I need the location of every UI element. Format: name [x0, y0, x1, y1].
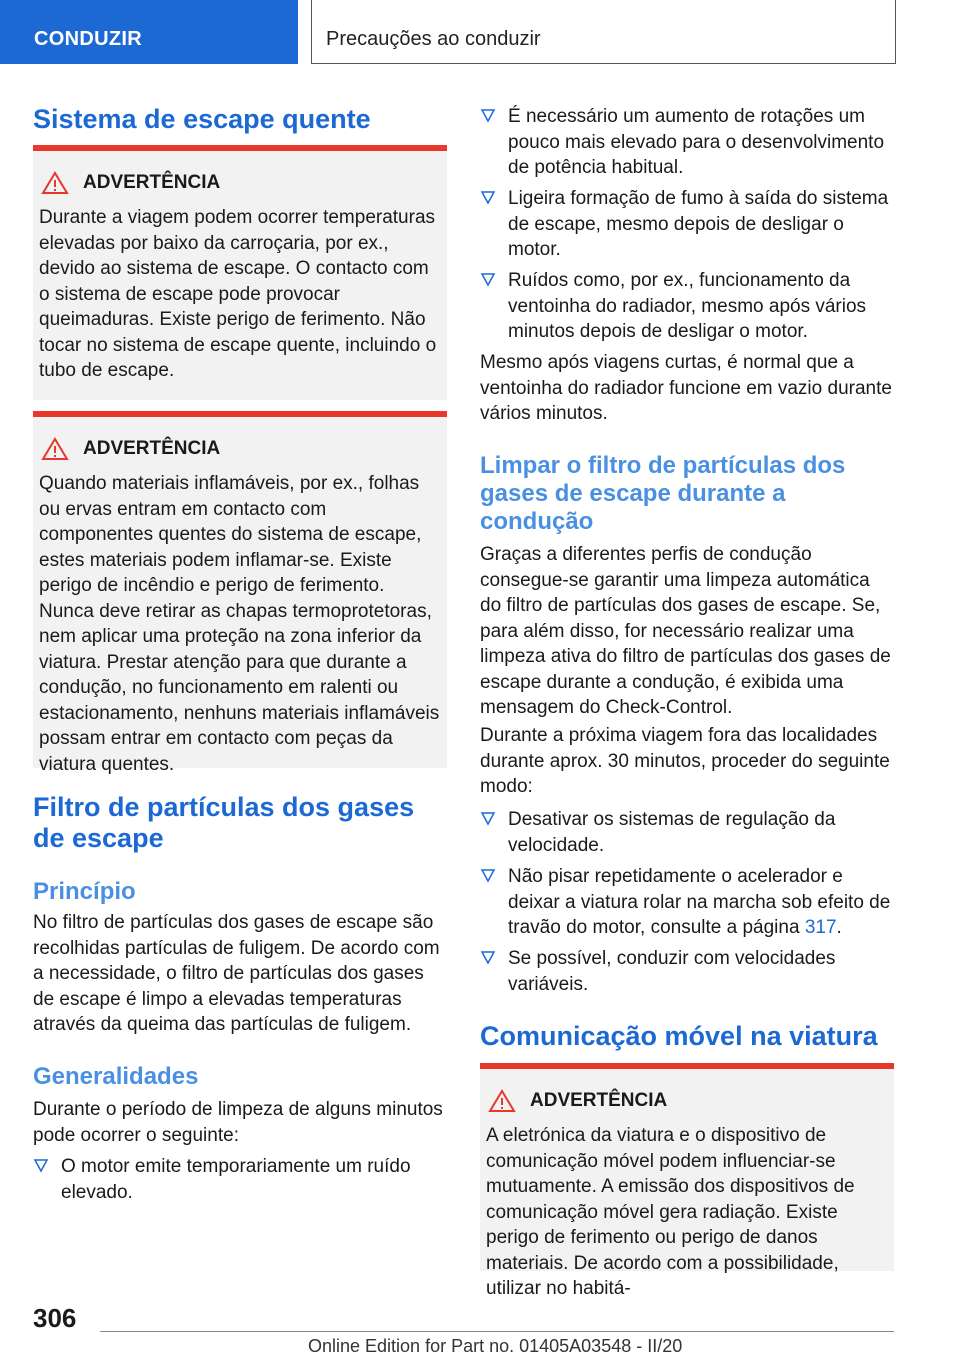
list-item — [480, 946, 894, 997]
list-item — [480, 807, 894, 858]
paragraph-fan: Mesmo após viagens curtas, é normal que a ventoinha do radiador funcione em vazio durante vários minutos. — [480, 352, 892, 424]
bullet-triangle-icon — [480, 107, 496, 125]
heading-general: Generalidades — [33, 1063, 199, 1090]
list-item-text: Não pisar repetidamente o acelerador e deixar a viatura rolar na marcha sob efeito de travão do motor, consulte a página — [508, 866, 891, 938]
warning-triangle-icon — [41, 171, 69, 195]
list-item — [480, 104, 894, 181]
heading-hot-exhaust: Sistema de escape quente — [33, 104, 371, 134]
warning-triangle-icon — [488, 1089, 516, 1113]
list-item — [480, 186, 894, 263]
page-number: 306 — [33, 1303, 77, 1333]
warning-title: ADVERTÊNCIA — [83, 172, 221, 193]
section-tab — [0, 0, 298, 64]
heading-clean-filter: Limpar o filtro de partículas dos gases de escape durante a condução — [480, 452, 846, 535]
warning-title: ADVERTÊNCIA — [530, 1090, 668, 1111]
list-item — [33, 1154, 447, 1205]
bullet-triangle-icon — [480, 867, 496, 885]
footer-divider — [100, 1331, 894, 1332]
warning-box-2 — [33, 411, 447, 775]
warning-box-1 — [33, 145, 447, 400]
warning-text: Quando materiais inflamáveis, por ex., folhas ou ervas entram em contacto com componentes quentes do sistema de escape, estes materiais podem inflamar-se. Existe perigo de incêndio e perigo de ferimento. Nunca deve retirar as chapas termoprotetoras, nem aplicar uma proteção na zona inferior da viatura. Prestar atenção para que durante a condução, no funcionamento em ralenti ou estacionamento, nenhuns materiais inflamáveis possam entrar em contacto com peças da viatura quentes. — [39, 473, 440, 775]
list-item-text: Ligeira formação de fumo à saída do sistema de escape, mesmo depois de desligar o motor. — [508, 188, 889, 260]
list-item-text: É necessário um aumento de rotações um pouco mais elevado para o desenvolvimento de potência habitual. — [508, 106, 885, 178]
bullet-triangle-icon — [480, 189, 496, 207]
paragraph-clean-2: Durante a próxima viagem fora das localidades durante aprox. 30 minutos, proceder do seguinte modo: — [480, 725, 890, 797]
warning-triangle-icon — [41, 437, 69, 461]
list-item-text: Se possível, conduzir com velocidades variáveis. — [508, 948, 836, 995]
warning-box-3 — [480, 1063, 894, 1299]
warning-text: A eletrónica da viatura e o dispositivo de comunicação móvel podem influenciar-se mutuamente. A emissão dos dispositivos de comunicação móvel gera radiação. Existe perigo de ferimento ou perigo de danos materiais. De acordo com a possibilidade, utilizar no habitá- — [486, 1125, 855, 1299]
bullet-triangle-icon — [33, 1157, 49, 1175]
paragraph-general: Durante o período de limpeza de alguns minutos pode ocorrer o seguinte: — [33, 1099, 443, 1146]
chapter-label: Precauções ao conduzir — [326, 28, 541, 50]
list-item-text: Desativar os sistemas de regulação da velocidade. — [508, 809, 836, 856]
bullet-triangle-icon — [480, 949, 496, 967]
warning-title: ADVERTÊNCIA — [83, 438, 221, 459]
list-item-text: Ruídos como, por ex., funcionamento da ventoinha do radiador, mesmo após vários minutos depois de desligar o motor. — [508, 270, 867, 342]
section-label: CONDUZIR — [34, 28, 142, 50]
footer-edition: Online Edition for Part no. 01405A03548 - II/20 — [308, 1336, 683, 1356]
bullet-triangle-icon — [480, 271, 496, 289]
warning-text: Durante a viagem podem ocorrer temperaturas elevadas por baixo da carroçaria, por ex., devido ao sistema de escape. O contacto com o sistema de escape pode provocar queimaduras. Existe perigo de ferimento. Não tocar no sistema de escape quente, incluindo o tubo de escape. — [39, 207, 437, 381]
chapter-box — [311, 0, 896, 64]
list-item — [480, 864, 894, 941]
paragraph-principle: No filtro de partículas dos gases de escape são recolhidas partículas de fuligem. De acordo com a necessidade, o filtro de partículas dos gases de escape é limpo a elevadas temperaturas através da queima das partículas de fuligem. — [33, 912, 440, 1035]
heading-mobile-communication: Comunicação móvel na viatura — [480, 1021, 878, 1051]
paragraph-clean-1: Graças a diferentes perfis de condução consegue-se garantir uma limpeza automática do filtro de partículas dos gases de escape. Se, para além disso, for necessário realizar uma limpeza ativa do filtro de partículas dos gases de escape durante a condução, é exibida uma mensagem do Check-Control. — [480, 544, 891, 718]
heading-principle: Princípio — [33, 878, 136, 905]
heading-particle-filter: Filtro de partículas dos gases de escape — [33, 792, 415, 853]
bullet-triangle-icon — [480, 810, 496, 828]
page-link[interactable]: 317 — [804, 917, 837, 938]
list-item-text-end: . — [836, 917, 842, 938]
list-item-text: O motor emite temporariamente um ruído elevado. — [61, 1156, 411, 1203]
list-item — [480, 268, 894, 345]
